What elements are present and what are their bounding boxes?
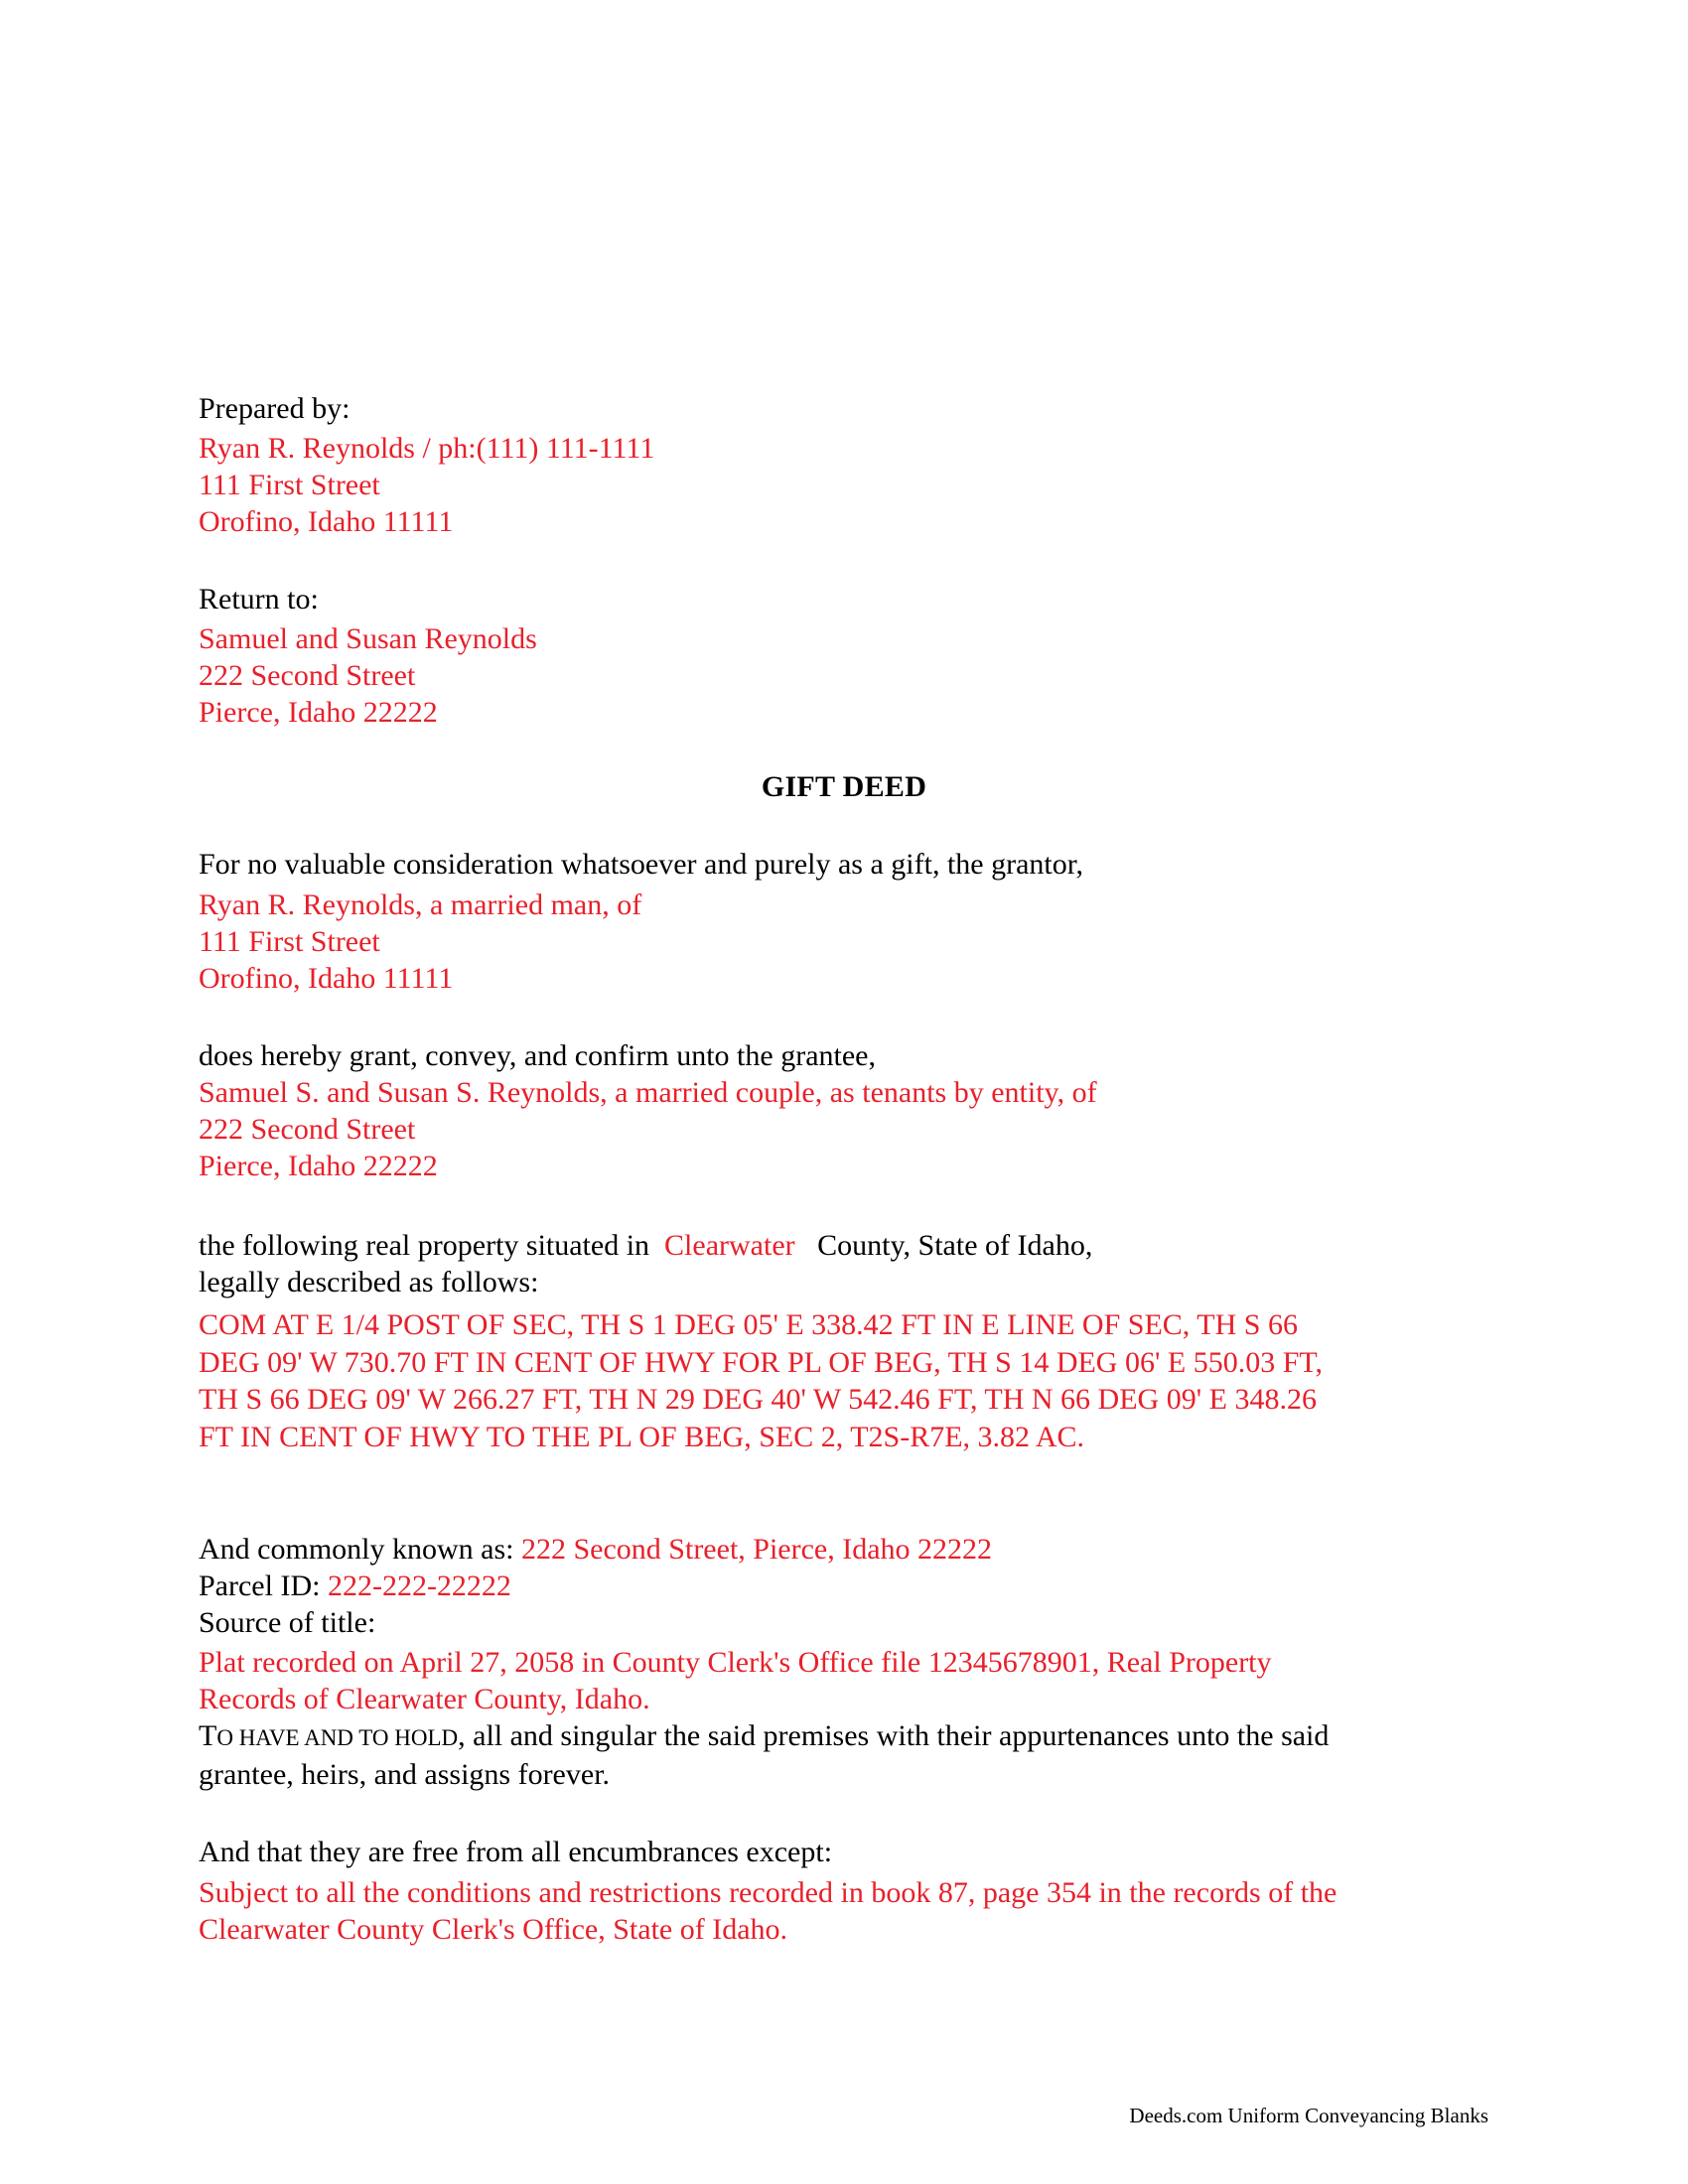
return-to-street: 222 Second Street bbox=[199, 659, 416, 692]
grantor-street: 111 First Street bbox=[199, 925, 380, 958]
grantee-street: 222 Second Street bbox=[199, 1113, 416, 1146]
grantee-section bbox=[199, 1037, 1097, 1184]
situated-suffix: County, State of Idaho, bbox=[817, 1229, 1093, 1262]
habendum-cap: T bbox=[199, 1719, 217, 1752]
encumbrance-line: Clearwater County Clerk's Office, State of Idaho. bbox=[199, 1913, 788, 1946]
grantor-name: Ryan R. Reynolds, a married man, of bbox=[199, 888, 642, 921]
grantee-intro: does hereby grant, convey, and confirm unto the grantee, bbox=[199, 1039, 876, 1072]
return-to-label: Return to: bbox=[199, 583, 319, 615]
encumbrances-section bbox=[199, 1834, 1336, 1948]
situated-prefix: the following real property situated in bbox=[199, 1229, 650, 1262]
known-as-label: And commonly known as: bbox=[199, 1533, 514, 1566]
property-section bbox=[199, 1227, 1092, 1300]
grantee-name: Samuel S. and Susan S. Reynolds, a married couple, as tenants by entity, of bbox=[199, 1076, 1097, 1109]
legal-line: COM AT E 1/4 POST OF SEC, TH S 1 DEG 05' E 338.42 FT IN E LINE OF SEC, TH S 66 bbox=[199, 1308, 1298, 1341]
return-to-section bbox=[199, 581, 537, 731]
identifiers-section bbox=[199, 1531, 1329, 1793]
legal-line: TH S 66 DEG 09' W 266.27 FT, TH N 29 DEG 40' W 542.46 FT, TH N 66 DEG 09' E 348.26 bbox=[199, 1383, 1317, 1416]
source-line: Records of Clearwater County, Idaho. bbox=[199, 1683, 650, 1715]
legal-line: FT IN CENT OF HWY TO THE PL OF BEG, SEC 2, T2S-R7E, 3.82 AC. bbox=[199, 1420, 1085, 1453]
legal-description bbox=[199, 1306, 1323, 1455]
source-line: Plat recorded on April 27, 2058 in County Clerk's Office file 12345678901, Real Property bbox=[199, 1646, 1272, 1679]
described-label: legally described as follows: bbox=[199, 1266, 539, 1298]
encumbrances-intro: And that they are free from all encumbrances except: bbox=[199, 1836, 833, 1868]
prepared-by-label: Prepared by: bbox=[199, 392, 351, 425]
preparer-street: 111 First Street bbox=[199, 469, 380, 501]
return-to-name: Samuel and Susan Reynolds bbox=[199, 622, 537, 655]
situated-line bbox=[199, 1227, 1092, 1264]
habendum-line-2: grantee, heirs, and assigns forever. bbox=[199, 1758, 611, 1791]
return-to-city: Pierce, Idaho 22222 bbox=[199, 696, 438, 729]
source-label: Source of title: bbox=[199, 1606, 376, 1639]
document-title: GIFT DEED bbox=[761, 770, 927, 803]
habendum-rest: , all and singular the said premises with their appurtenances unto the said bbox=[458, 1719, 1330, 1752]
legal-line: DEG 09' W 730.70 FT IN CENT OF HWY FOR PL OF BEG, TH S 14 DEG 06' E 550.03 FT, bbox=[199, 1345, 1323, 1379]
preparer-name: Ryan R. Reynolds / ph:(111) 111-1111 bbox=[199, 432, 655, 465]
known-as-line bbox=[199, 1531, 1329, 1568]
known-as-value: 222 Second Street, Pierce, Idaho 22222 bbox=[520, 1533, 993, 1566]
habendum-line bbox=[199, 1717, 1329, 1756]
county-name: Clearwater bbox=[664, 1229, 795, 1262]
prepared-by-section bbox=[199, 390, 654, 540]
grantor-intro: For no valuable consideration whatsoever and purely as a gift, the grantor, bbox=[199, 848, 1084, 881]
grantor-city: Orofino, Idaho 11111 bbox=[199, 962, 454, 995]
habendum-small-caps: O HAVE AND TO HOLD bbox=[216, 1725, 459, 1750]
preparer-city: Orofino, Idaho 11111 bbox=[199, 505, 454, 538]
encumbrance-line: Subject to all the conditions and restrictions recorded in book 87, page 354 in the records of the bbox=[199, 1876, 1337, 1909]
footer-text: Deeds.com Uniform Conveyancing Blanks bbox=[1129, 2104, 1488, 2127]
parcel-line bbox=[199, 1568, 1329, 1604]
parcel-id-value: 222-222-22222 bbox=[327, 1570, 511, 1602]
grantor-section bbox=[199, 846, 1083, 997]
grantee-city: Pierce, Idaho 22222 bbox=[199, 1150, 438, 1182]
parcel-label: Parcel ID: bbox=[199, 1570, 321, 1602]
